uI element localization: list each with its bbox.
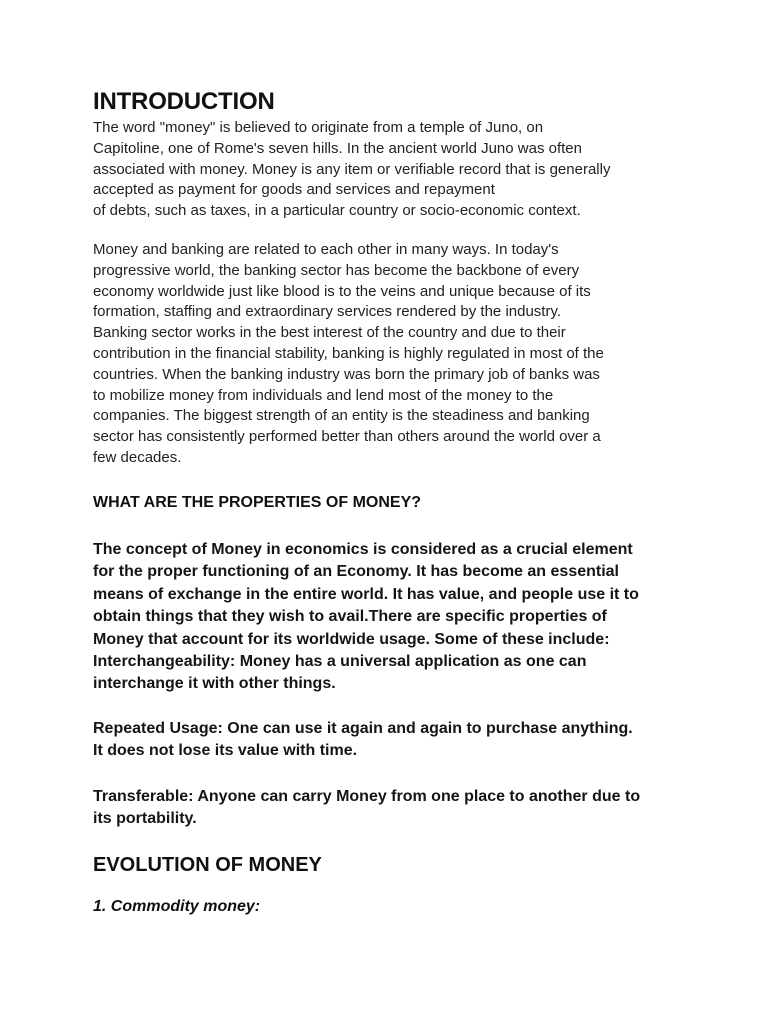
paragraph-line: contribution in the financial stability, banking is highly regulated in most of the (93, 344, 604, 362)
subheading-commodity-money: 1. Commodity money: (93, 898, 261, 915)
heading-introduction: INTRODUCTION (93, 88, 275, 115)
heading-properties-of-money: WHAT ARE THE PROPERTIES OF MONEY? (93, 494, 422, 511)
paragraph-line: Repeated Usage: One can use it again and again to purchase anything. (93, 720, 633, 737)
paragraph-line: The word "money" is believed to originate from a temple of Juno, on (93, 119, 544, 136)
paragraph-money-and-banking (93, 240, 604, 469)
paragraph-line: few decades. (93, 448, 182, 466)
paragraph-line: Money and banking are related to each other in many ways. In today's (93, 241, 559, 258)
paragraph-line: accepted as payment for goods and services and repayment (93, 181, 495, 199)
paragraph-line: Banking sector works in the best interest of the country and due to their (93, 324, 566, 342)
paragraph-line: It does not lose its value with time. (93, 742, 358, 760)
paragraph-line: Transferable: Anyone can carry Money from one place to another due to (93, 788, 641, 805)
paragraph-line: obtain things that they wish to avail.There are specific properties of (93, 608, 607, 626)
paragraph-line: progressive world, the banking sector has become the backbone of every (93, 261, 580, 279)
paragraph-transferable (93, 786, 640, 831)
paragraph-line: Capitoline, one of Rome's seven hills. In the ancient world Juno was often (93, 139, 582, 157)
paragraph-line: Money that account for its worldwide usage. Some of these include: (93, 630, 610, 648)
paragraph-line: associated with money. Money is any item or verifiable record that is generally (93, 160, 611, 178)
paragraph-line: economy worldwide just like blood is to the veins and unique because of its (93, 282, 591, 300)
paragraph-repeated-usage (93, 718, 633, 763)
paragraph-line: Interchangeability: Money has a universal application as one can (93, 653, 587, 671)
heading-evolution-of-money: EVOLUTION OF MONEY (93, 854, 322, 876)
paragraph-line: for the proper functioning of an Economy. It has become an essential (93, 563, 619, 581)
paragraph-line: of debts, such as taxes, in a particular country or socio-economic context. (93, 202, 581, 220)
paragraph-line: means of exchange in the entire world. It has value, and people use it to (93, 585, 639, 603)
paragraph-line: formation, staffing and extraordinary services rendered by the industry. (93, 303, 562, 321)
paragraph-line: The concept of Money in economics is considered as a crucial element (93, 541, 633, 558)
paragraph-line: sector has consistently performed better than others around the world over a (93, 428, 601, 446)
paragraph-line: to mobilize money from individuals and lend most of the money to the (93, 386, 554, 404)
paragraph-money-origin (93, 118, 610, 222)
paragraph-line: countries. When the banking industry was born the primary job of banks was (93, 365, 600, 383)
paragraph-line: companies. The biggest strength of an entity is the steadiness and banking (93, 407, 590, 425)
paragraph-line: interchange it with other things. (93, 675, 336, 693)
paragraph-concept-of-money (93, 539, 639, 696)
paragraph-line: its portability. (93, 810, 197, 828)
